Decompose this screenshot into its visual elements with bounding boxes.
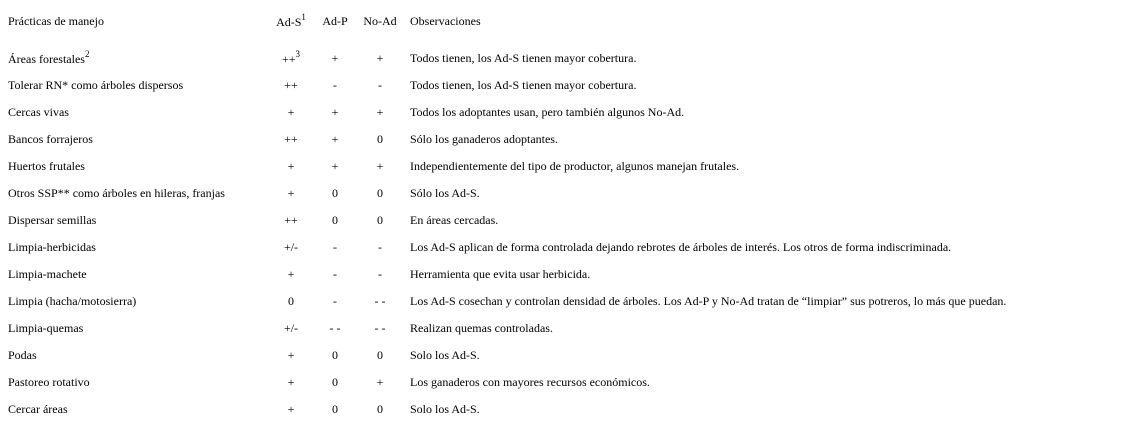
cell-noad: + xyxy=(376,159,384,173)
header-noad: No-Ad xyxy=(363,13,397,28)
ads-footnote: 3 xyxy=(295,48,301,59)
header-practicas: Prácticas de manejo xyxy=(8,13,104,28)
cell-observaciones: Los Ad-S cosechan y controlan densidad de árboles. Los Ad-P y No-Ad tratan de “limpiar” sus potreros, lo más que puedan. xyxy=(410,294,1007,308)
cell-noad: - - xyxy=(374,321,386,335)
cell-practica: Limpia-quemas xyxy=(8,321,84,335)
cell-observaciones: Independientemente del tipo de productor, algunos manejan frutales. xyxy=(410,159,740,173)
cell-ads: + xyxy=(287,267,295,281)
cell-noad: 0 xyxy=(377,186,383,200)
cell-noad: + xyxy=(376,50,384,65)
cell-ads: + xyxy=(287,186,295,200)
cell-practica: Limpia-machete xyxy=(8,267,87,281)
cell-noad: + xyxy=(376,105,384,119)
cell-ads: +/- xyxy=(283,240,299,254)
cell-noad: 0 xyxy=(377,213,383,227)
table-row xyxy=(0,44,1124,72)
cell-practica: Cercas vivas xyxy=(8,105,69,119)
table-row xyxy=(0,72,1124,99)
cell-observaciones: En áreas cercadas. xyxy=(410,213,499,227)
table-row xyxy=(0,180,1124,207)
ads-value: ++ xyxy=(281,51,296,66)
table-header-row xyxy=(0,0,1124,44)
table-row xyxy=(0,369,1124,396)
cell-ads: + xyxy=(287,348,295,362)
cell-noad: + xyxy=(376,375,384,389)
cell-ads: + xyxy=(287,402,295,416)
table-row xyxy=(0,234,1124,261)
table-row xyxy=(0,315,1124,342)
cell-adp: + xyxy=(331,50,339,65)
cell-practica: Cercar áreas xyxy=(8,402,68,416)
cell-noad: - - xyxy=(374,294,386,308)
cell-adp: - xyxy=(333,267,337,281)
cell-practica: Dispersar semillas xyxy=(8,213,97,227)
cell-ads: + xyxy=(287,105,295,119)
cell-adp: - xyxy=(333,240,337,254)
cell-noad: - xyxy=(378,267,382,281)
cell-observaciones: Realizan quemas controladas. xyxy=(410,321,553,335)
cell-practica: Limpia (hacha/motosierra) xyxy=(8,294,137,308)
cell-observaciones: Los Ad-S aplican de forma controlada dejando rebrotes de árboles de interés. Los otros de forma indiscriminada. xyxy=(410,240,952,254)
cell-adp: - xyxy=(333,78,337,92)
cell-adp: + xyxy=(331,132,339,146)
table-row xyxy=(0,342,1124,369)
cell-adp: 0 xyxy=(332,186,338,200)
cell-observaciones: Solo los Ad-S. xyxy=(410,402,480,416)
cell-practica: Limpia-herbicidas xyxy=(8,240,96,254)
cell-practica: Pastoreo rotativo xyxy=(8,375,90,389)
cell-observaciones: Herramienta que evita usar herbicida. xyxy=(410,267,591,281)
cell-adp: + xyxy=(331,159,339,173)
cell-practica: Otros SSP** como árboles en hileras, franjas xyxy=(8,186,225,200)
cell-ads: + xyxy=(287,375,295,389)
cell-observaciones: Sólo los ganaderos adoptantes. xyxy=(410,132,558,146)
cell-observaciones: Los ganaderos con mayores recursos económicos. xyxy=(410,375,650,389)
cell-observaciones: Todos los adoptantes usan, pero también algunos No-Ad. xyxy=(410,105,685,119)
table-row xyxy=(0,153,1124,180)
cell-adp: 0 xyxy=(332,402,338,416)
header-ads-label: Ad-S xyxy=(276,14,302,29)
practica-footnote: 2 xyxy=(84,48,90,59)
table-row xyxy=(0,207,1124,234)
header-ads-footnote: 1 xyxy=(301,11,306,22)
cell-ads: 0 xyxy=(288,294,294,308)
cell-practica xyxy=(0,44,266,72)
cell-practica: Huertos frutales xyxy=(8,159,85,173)
cell-observaciones: Todos tienen, los Ad-S tienen mayor cobertura. xyxy=(410,50,637,65)
header-observaciones: Observaciones xyxy=(410,13,481,28)
header-adp: Ad-P xyxy=(322,13,348,28)
table-row xyxy=(0,261,1124,288)
cell-noad: 0 xyxy=(377,132,383,146)
cell-adp: 0 xyxy=(332,375,338,389)
practica-label: Áreas forestales xyxy=(8,51,85,66)
table-row xyxy=(0,99,1124,126)
table-row xyxy=(0,288,1124,315)
cell-noad: - xyxy=(378,78,382,92)
cell-ads: ++ xyxy=(284,78,298,92)
cell-practica: Bancos forrajeros xyxy=(8,132,93,146)
cell-ads xyxy=(266,44,316,72)
cell-adp: 0 xyxy=(332,213,338,227)
cell-practica: Podas xyxy=(8,348,37,362)
cell-noad: 0 xyxy=(377,402,383,416)
cell-ads: ++ xyxy=(284,132,298,146)
cell-observaciones: Todos tienen, los Ad-S tienen mayor cobertura. xyxy=(410,78,637,92)
cell-noad: 0 xyxy=(377,348,383,362)
cell-ads: + xyxy=(287,159,295,173)
cell-practica: Tolerar RN* como árboles dispersos xyxy=(8,78,184,92)
cell-adp: - xyxy=(333,294,337,308)
cell-observaciones: Sólo los Ad-S. xyxy=(410,186,480,200)
cell-noad: - xyxy=(378,240,382,254)
cell-adp: + xyxy=(331,105,339,119)
cell-adp: - - xyxy=(329,321,341,335)
cell-observaciones: Solo los Ad-S. xyxy=(410,348,480,362)
cell-ads: ++ xyxy=(284,213,298,227)
cell-ads: +/- xyxy=(283,321,299,335)
table-row xyxy=(0,126,1124,153)
cell-adp: 0 xyxy=(332,348,338,362)
header-ads xyxy=(266,0,316,44)
table-row xyxy=(0,396,1124,423)
